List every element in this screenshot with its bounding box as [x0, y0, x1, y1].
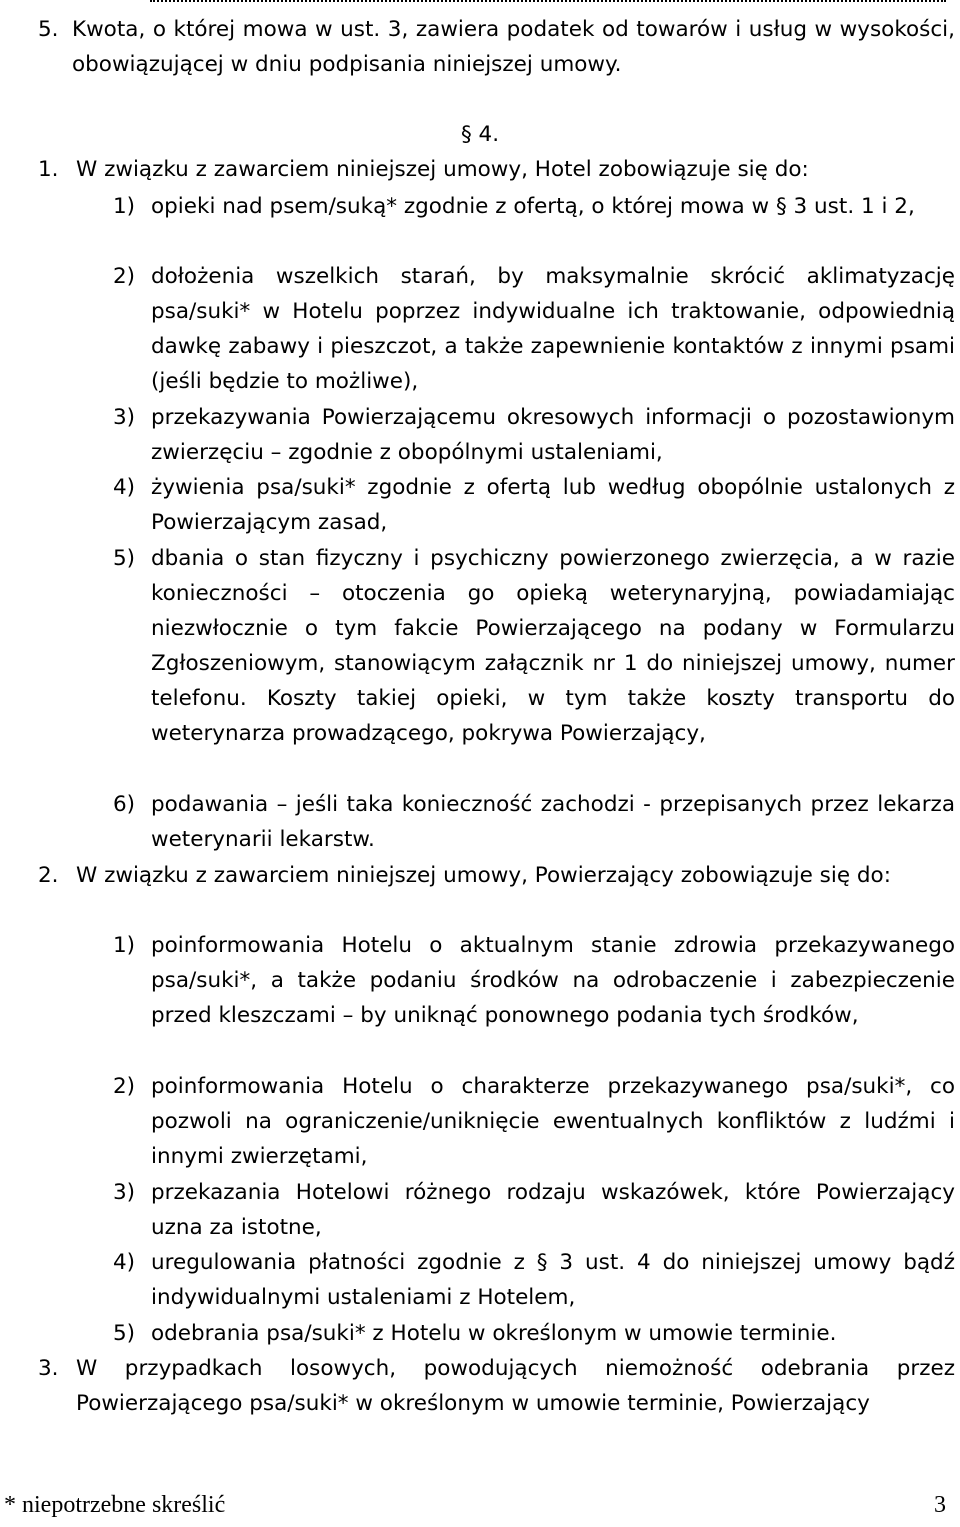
list-item-text: poinformowania Hotelu o aktualnym stanie zdrowia przekazywanego psa/suki*, a także podaniu środków na odrobaczenie i zabezpieczenie przed kleszczami – by uniknąć ponownego podania tych środków,	[151, 933, 955, 1028]
footnote: * niepotrzebne skreślić	[4, 1492, 226, 1518]
list-item-text: przekazywania Powierzającemu okresowych informacji o pozostawionym zwierzęciu – zgodnie z obopólnymi ustaleniami,	[151, 405, 955, 465]
list-item-number: 1)	[113, 933, 136, 958]
list-item-text: dbania o stan fizyczny i psychiczny powierzonego zwierzęcia, a w razie konieczności – otoczenia go opieką weterynaryjną, powiadamiając niezwłocznie o tym fakcie Powierzającego na podany w Formularzu Zgłoszeniowym, stanowiącym załącznik nr 1 do niniejszej umowy, numer telefonu. Koszty takiej opieki, w tym także koszty transportu do weterynarza prowadzącego, pokrywa Powierzający,	[151, 546, 955, 746]
list-item-number: 6)	[113, 792, 136, 817]
section-heading: § 4.	[460, 122, 500, 147]
list-item-number: 2)	[113, 264, 136, 289]
list-item-text: poinformowania Hotelu o charakterze przekazywanego psa/suki*, co pozwoli na ograniczenie/uniknięcie ewentualnych konfliktów z ludźmi i innymi zwierzętami,	[151, 1074, 955, 1169]
paragraph-text: W związku z zawarciem niniejszej umowy, Powierzający zobowiązuje się do:	[76, 863, 891, 888]
list-item-number: 3)	[113, 405, 136, 430]
list-item-text: żywienia psa/suki* zgodnie z ofertą lub według obopólnie ustalonych z Powierzającym zasad,	[151, 475, 955, 535]
list-item-text: odebrania psa/suki* z Hotelu w określonym w umowie terminie.	[151, 1321, 837, 1346]
list-item-number: 2)	[113, 1074, 136, 1099]
list-item-text: podawania – jeśli taka konieczność zachodzi - przepisanych przez lekarza weterynarii lekarstw.	[151, 792, 955, 852]
paragraph-number: 5.	[38, 17, 59, 42]
list-item-number: 5)	[113, 1321, 136, 1346]
list-item-number: 4)	[113, 475, 136, 500]
paragraph-number: 1.	[38, 157, 59, 182]
page-footer	[4, 1489, 946, 1521]
paragraph-text: Kwota, o której mowa w ust. 3, zawiera podatek od towarów i usług w wysokości, obowiązującej w dniu podpisania niniejszej umowy.	[72, 17, 955, 77]
paragraph-text: W przypadkach losowych, powodujących niemożność odebrania przez Powierzającego psa/suki* w określonym w umowie terminie, Powierzający	[76, 1356, 955, 1416]
list-item-text: uregulowania płatności zgodnie z § 3 ust. 4 do niniejszej umowy bądź indywidualnymi ustaleniami z Hotelem,	[151, 1250, 955, 1310]
top-dotted-rule	[150, 0, 946, 8]
paragraph-number: 2.	[38, 863, 59, 888]
list-item-number: 3)	[113, 1180, 136, 1205]
paragraph-text: W związku z zawarciem niniejszej umowy, Hotel zobowiązuje się do:	[76, 157, 809, 182]
page-number: 3	[934, 1492, 946, 1518]
list-item-text: dołożenia wszelkich starań, by maksymalnie skrócić aklimatyzację psa/suki* w Hotelu poprzez indywidualne ich traktowanie, odpowiednią dawkę zabawy i pieszczot, a także zapewnienie kontaktów z innymi psami (jeśli będzie to możliwe),	[151, 264, 955, 394]
list-item-number: 1)	[113, 194, 136, 219]
list-item-text: opieki nad psem/suką* zgodnie z ofertą, o której mowa w § 3 ust. 1 i 2,	[151, 194, 915, 219]
list-item-number: 4)	[113, 1250, 136, 1275]
list-item-text: przekazania Hotelowi różnego rodzaju wskazówek, które Powierzający uzna za istotne,	[151, 1180, 955, 1240]
list-item-number: 5)	[113, 546, 136, 571]
paragraph-number: 3.	[38, 1356, 59, 1381]
